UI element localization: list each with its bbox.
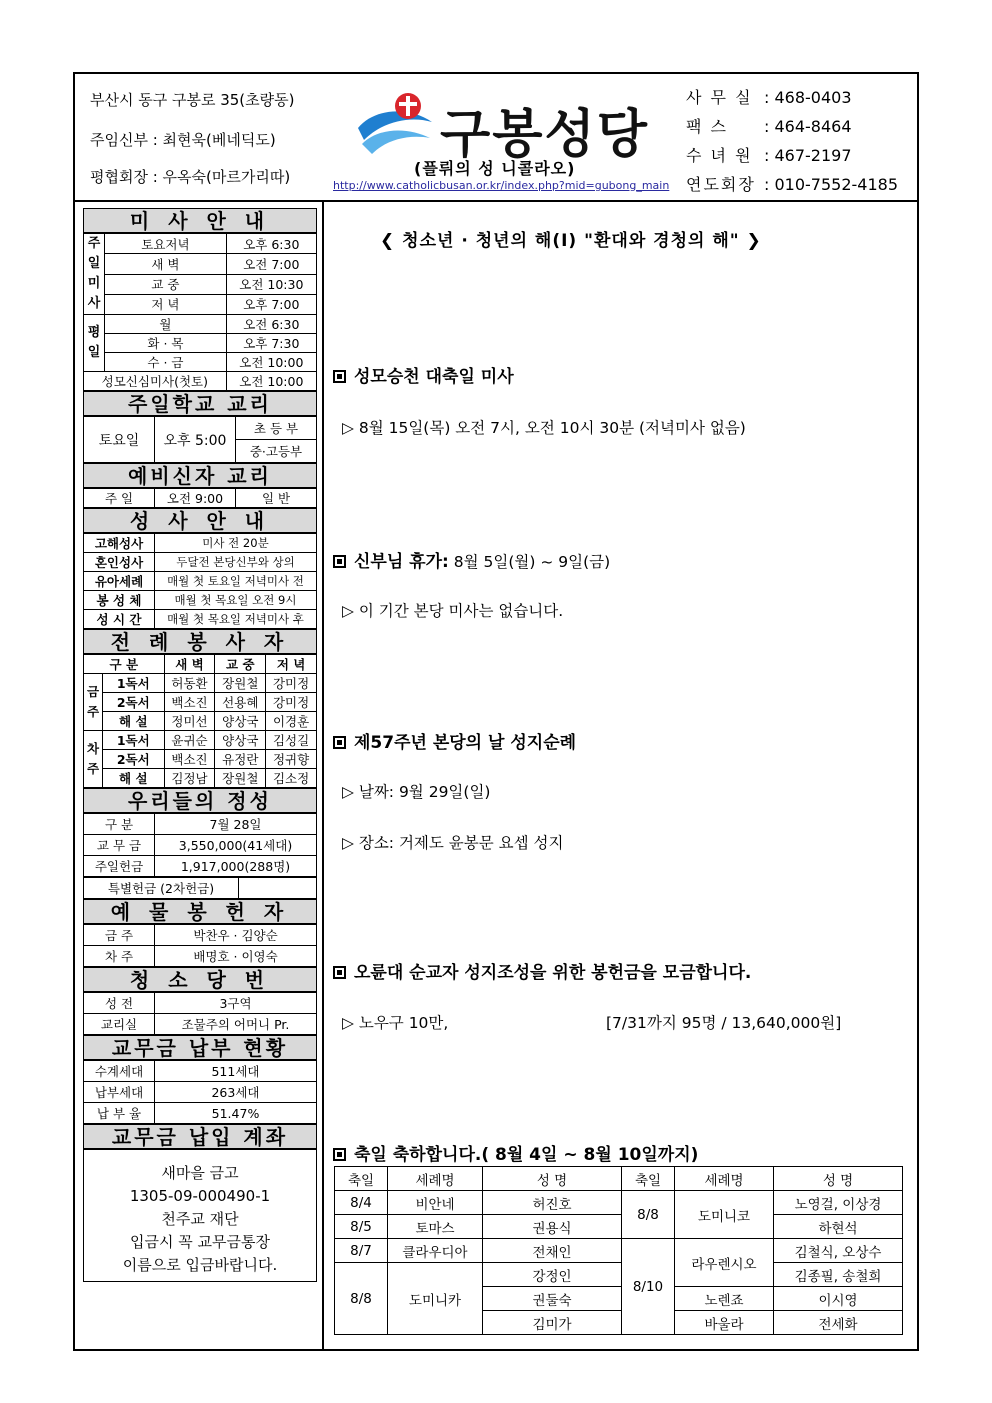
this-week-label: 금주 xyxy=(84,674,103,731)
gift-offering-table xyxy=(83,924,317,967)
section-priest-vacation: 신부님 휴가: 8월 5일(월) ~ 9일(금) xyxy=(333,547,610,572)
sacrament-name: 성 시 간 xyxy=(84,610,155,629)
feast-saint: 토마스 xyxy=(388,1215,483,1239)
feast-person: 김미가 xyxy=(483,1311,622,1335)
server-name: 이경훈 xyxy=(266,712,317,731)
feast-person: 이시영 xyxy=(774,1287,903,1311)
feast-date: 8/8 xyxy=(622,1191,675,1239)
left-column xyxy=(83,208,317,1282)
mass-schedule-table xyxy=(83,233,317,391)
contact-convent: 수 녀 원 : 467-2197 xyxy=(686,146,852,165)
feast-head: 세례명 xyxy=(675,1167,774,1191)
server-role: 해 설 xyxy=(103,769,165,788)
sacrament-info: 매월 첫 목요일 오전 9시 xyxy=(155,591,317,610)
due-status-table xyxy=(83,1060,317,1124)
feast-saint: 도미니코 xyxy=(675,1191,774,1239)
school-time: 오후 5:00 xyxy=(155,417,236,463)
feast-person: 김철식, 오상수 xyxy=(774,1239,903,1263)
server-name: 양상국 xyxy=(215,731,266,750)
header-divider xyxy=(73,200,919,202)
server-name: 김소정 xyxy=(266,769,317,788)
section-pilgrimage: 제57주년 본당의 날 성지순례 xyxy=(333,728,576,753)
parish-priest: 주임신부 : 최현욱(베네딕도) xyxy=(90,131,276,149)
server-head: 교 중 xyxy=(215,655,266,674)
server-name: 유정란 xyxy=(215,750,266,769)
server-name: 정귀향 xyxy=(266,750,317,769)
pilgrimage-date: ▷ 날짜: 9월 29일(일) xyxy=(342,783,491,801)
catechumen-group: 일 반 xyxy=(236,489,317,508)
catechumen-table xyxy=(83,488,317,508)
school-day: 토요일 xyxy=(84,417,155,463)
due-value: 263세대 xyxy=(155,1082,317,1103)
sunday-school-table xyxy=(83,416,317,463)
feast-saint: 도미니카 xyxy=(388,1263,483,1335)
feast-day-table xyxy=(334,1166,903,1335)
sacrament-name: 유아세례 xyxy=(84,572,155,591)
offering-name: 특별헌금 (2차헌금) xyxy=(84,878,239,899)
gift-name: 차 주 xyxy=(84,946,155,967)
church-address: 부산시 동구 구봉로 35(초량동) xyxy=(90,91,295,109)
server-role: 해 설 xyxy=(103,712,165,731)
cleaning-duty-table xyxy=(83,992,317,1035)
server-name: 장원철 xyxy=(215,769,266,788)
server-name: 정미선 xyxy=(164,712,215,731)
next-week-label: 차주 xyxy=(84,731,103,788)
patron-saint: (플뤼의 성 니콜라오) xyxy=(414,159,576,178)
account-line: 1305-09-000490-1 xyxy=(129,1187,271,1205)
offering-name: 교 무 금 xyxy=(84,835,155,856)
mass-name: 토요저녁 xyxy=(105,234,227,254)
mass-time: 오전 10:00 xyxy=(226,353,316,372)
mass-time: 오전 7:00 xyxy=(226,254,316,274)
server-name: 김성길 xyxy=(266,731,317,750)
square-bullet-icon xyxy=(333,966,346,979)
assumption-mass-times: ▷ 8월 15일(목) 오전 7시, 오전 10시 30분 (저녁미사 없음) xyxy=(342,419,746,437)
mass-name: 월 xyxy=(105,315,227,334)
feast-person: 권용식 xyxy=(483,1215,622,1239)
feast-person: 김종필, 송철희 xyxy=(774,1263,903,1287)
feast-head: 성 명 xyxy=(483,1167,622,1191)
server-name: 강미정 xyxy=(266,693,317,712)
catechumen-title: 예비신자 교리 xyxy=(83,463,317,488)
feast-person: 전세화 xyxy=(774,1311,903,1335)
server-role: 2독서 xyxy=(103,750,165,769)
catechumen-time: 오전 9:00 xyxy=(155,489,236,508)
feast-person: 노영걸, 이상경 xyxy=(774,1191,903,1215)
due-name: 수계세대 xyxy=(84,1061,155,1082)
vacation-note: ▷ 이 기간 본당 미사는 없습니다. xyxy=(342,602,564,620)
mass-name: 수 · 금 xyxy=(105,353,227,372)
cleaning-name: 교리실 xyxy=(84,1014,155,1035)
offering-name: 주일헌금 xyxy=(84,856,155,877)
fundraising-donor: ▷ 노우구 10만, xyxy=(342,1014,449,1032)
account-line: 입금시 꼭 교무금통장 xyxy=(130,1233,270,1251)
feast-saint: 비안네 xyxy=(388,1191,483,1215)
feast-person: 강정인 xyxy=(483,1263,622,1287)
feast-person: 권둘숙 xyxy=(483,1287,622,1311)
square-bullet-icon xyxy=(333,555,346,568)
mass-name: 새 벽 xyxy=(105,254,227,274)
square-bullet-icon xyxy=(333,1148,346,1161)
sacrament-name: 고해성사 xyxy=(84,534,155,553)
special-offering-table xyxy=(83,877,317,899)
square-bullet-icon xyxy=(333,370,346,383)
council-president: 평협회장 : 우옥숙(마르가리따) xyxy=(90,168,291,186)
feast-date: 8/5 xyxy=(335,1215,388,1239)
column-divider xyxy=(322,200,324,1351)
feast-saint: 클라우디아 xyxy=(388,1239,483,1263)
due-value: 51.47% xyxy=(155,1103,317,1124)
account-info xyxy=(83,1149,317,1282)
due-value: 511세대 xyxy=(155,1061,317,1082)
server-role: 1독서 xyxy=(103,674,165,693)
pilgrimage-place: ▷ 장소: 거제도 윤봉문 요셉 성지 xyxy=(342,834,564,852)
feast-head: 축일 xyxy=(335,1167,388,1191)
feast-saint: 바울라 xyxy=(675,1311,774,1335)
sacrament-name: 혼인성사 xyxy=(84,553,155,572)
offering-title: 우리들의 정성 xyxy=(83,788,317,813)
cleaning-duty-title: 청 소 당 번 xyxy=(83,967,317,992)
offering-value: 3,550,000(41세대) xyxy=(155,835,317,856)
mass-name: 저 녁 xyxy=(105,294,227,314)
due-status-title: 교무금 납부 현황 xyxy=(83,1035,317,1060)
section-shrine-fundraising: 오륜대 순교자 성지조성을 위한 봉헌금을 모금합니다. xyxy=(333,958,751,983)
mass-time: 오전 6:30 xyxy=(226,315,316,334)
server-name: 선용혜 xyxy=(215,693,266,712)
holy-heart-mass: 성모신심미사(첫토) xyxy=(84,372,227,391)
mass-time: 오후 7:30 xyxy=(226,334,316,353)
fundraising-total: [7/31까지 95명 / 13,640,000원] xyxy=(606,1014,842,1032)
sunday-mass-label: 주일미사 xyxy=(84,234,105,315)
feast-head: 축일 xyxy=(622,1167,675,1191)
server-name: 김정남 xyxy=(164,769,215,788)
sacrament-info: 미사 전 20분 xyxy=(155,534,317,553)
due-name: 납부세대 xyxy=(84,1082,155,1103)
server-name: 장원철 xyxy=(215,674,266,693)
feast-date: 8/10 xyxy=(622,1239,675,1335)
account-line: 새마을 금고 xyxy=(161,1164,239,1182)
feast-head: 세례명 xyxy=(388,1167,483,1191)
mass-name: 교 중 xyxy=(105,274,227,294)
sacrament-title: 성 사 안 내 xyxy=(83,508,317,533)
liturgy-server-table xyxy=(83,654,317,788)
sunday-school-title: 주일학교 교리 xyxy=(83,391,317,416)
server-role: 2독서 xyxy=(103,693,165,712)
school-group: 중·고등부 xyxy=(236,440,317,463)
mass-time: 오후 7:00 xyxy=(226,294,316,314)
feast-person: 전채인 xyxy=(483,1239,622,1263)
sacrament-table xyxy=(83,533,317,629)
mass-guide-title: 미 사 안 내 xyxy=(83,208,317,233)
mass-name: 화 · 목 xyxy=(105,334,227,353)
server-name: 윤귀순 xyxy=(164,731,215,750)
church-name: 구봉성당 xyxy=(440,105,649,165)
section-assumption: 성모승천 대축일 미사 xyxy=(333,362,514,387)
server-head: 구 분 xyxy=(84,655,165,674)
contact-office: 사 무 실 : 468-0403 xyxy=(686,88,852,107)
cleaning-value: 3구역 xyxy=(155,993,317,1014)
church-logo-icon xyxy=(354,88,436,158)
server-head: 저 녁 xyxy=(266,655,317,674)
gift-value: 박찬우 · 김양순 xyxy=(155,925,317,946)
church-url-link[interactable]: http://www.catholicbusan.or.kr/index.php?mid=gubong_main xyxy=(333,179,670,192)
server-role: 1독서 xyxy=(103,731,165,750)
section-feast-days: 축일 축하합니다.( 8월 4일 ~ 8월 10일까지) xyxy=(333,1140,698,1165)
server-name: 허동환 xyxy=(164,674,215,693)
contact-funeral: 연도회장 : 010-7552-4185 xyxy=(686,175,898,194)
server-name: 백소진 xyxy=(164,693,215,712)
catechumen-day: 주 일 xyxy=(84,489,155,508)
gift-value: 배명호 · 이영숙 xyxy=(155,946,317,967)
feast-date: 8/7 xyxy=(335,1239,388,1263)
liturgy-server-title: 전 례 봉 사 자 xyxy=(83,629,317,654)
account-line: 이름으로 입금바랍니다. xyxy=(122,1256,278,1274)
due-name: 납 부 율 xyxy=(84,1103,155,1124)
cleaning-value: 조물주의 어머니 Pr. xyxy=(155,1014,317,1035)
sacrament-info: 매월 첫 목요일 저녁미사 후 xyxy=(155,610,317,629)
feast-person: 허진호 xyxy=(483,1191,622,1215)
server-head: 새 벽 xyxy=(164,655,215,674)
weekday-mass-label: 평일 xyxy=(84,315,105,372)
server-name: 백소진 xyxy=(164,750,215,769)
school-group: 초 등 부 xyxy=(236,417,317,440)
feast-date: 8/4 xyxy=(335,1191,388,1215)
mass-time: 오전 10:30 xyxy=(226,274,316,294)
sacrament-info: 두달전 본당신부와 상의 xyxy=(155,553,317,572)
server-name: 양상국 xyxy=(215,712,266,731)
feast-saint: 라우렌시오 xyxy=(675,1239,774,1287)
account-title: 교무금 납입 계좌 xyxy=(83,1124,317,1149)
offering-name: 구 분 xyxy=(84,814,155,835)
offering-table xyxy=(83,813,317,877)
offering-value: 7월 28일 xyxy=(155,814,317,835)
gift-offering-title: 예 물 봉 헌 자 xyxy=(83,899,317,924)
feast-person: 하현석 xyxy=(774,1215,903,1239)
sacrament-info: 매월 첫 토요일 저녁미사 전 xyxy=(155,572,317,591)
holy-heart-time: 오전 10:00 xyxy=(226,372,316,391)
year-theme: ❮ 청소년 · 청년의 해(I) "환대와 경청의 해" ❯ xyxy=(380,231,762,251)
offering-value: 1,917,000(288명) xyxy=(155,856,317,877)
offering-value xyxy=(239,878,317,899)
contact-fax: 팩 스 : 464-8464 xyxy=(686,117,852,136)
mass-time: 오후 6:30 xyxy=(226,234,316,254)
feast-saint: 노렌죠 xyxy=(675,1287,774,1311)
feast-date: 8/8 xyxy=(335,1263,388,1335)
account-line: 천주교 재단 xyxy=(161,1210,239,1228)
server-name: 강미정 xyxy=(266,674,317,693)
sacrament-name: 봉 성 체 xyxy=(84,591,155,610)
cleaning-name: 성 전 xyxy=(84,993,155,1014)
gift-name: 금 주 xyxy=(84,925,155,946)
square-bullet-icon xyxy=(333,736,346,749)
feast-head: 성 명 xyxy=(774,1167,903,1191)
